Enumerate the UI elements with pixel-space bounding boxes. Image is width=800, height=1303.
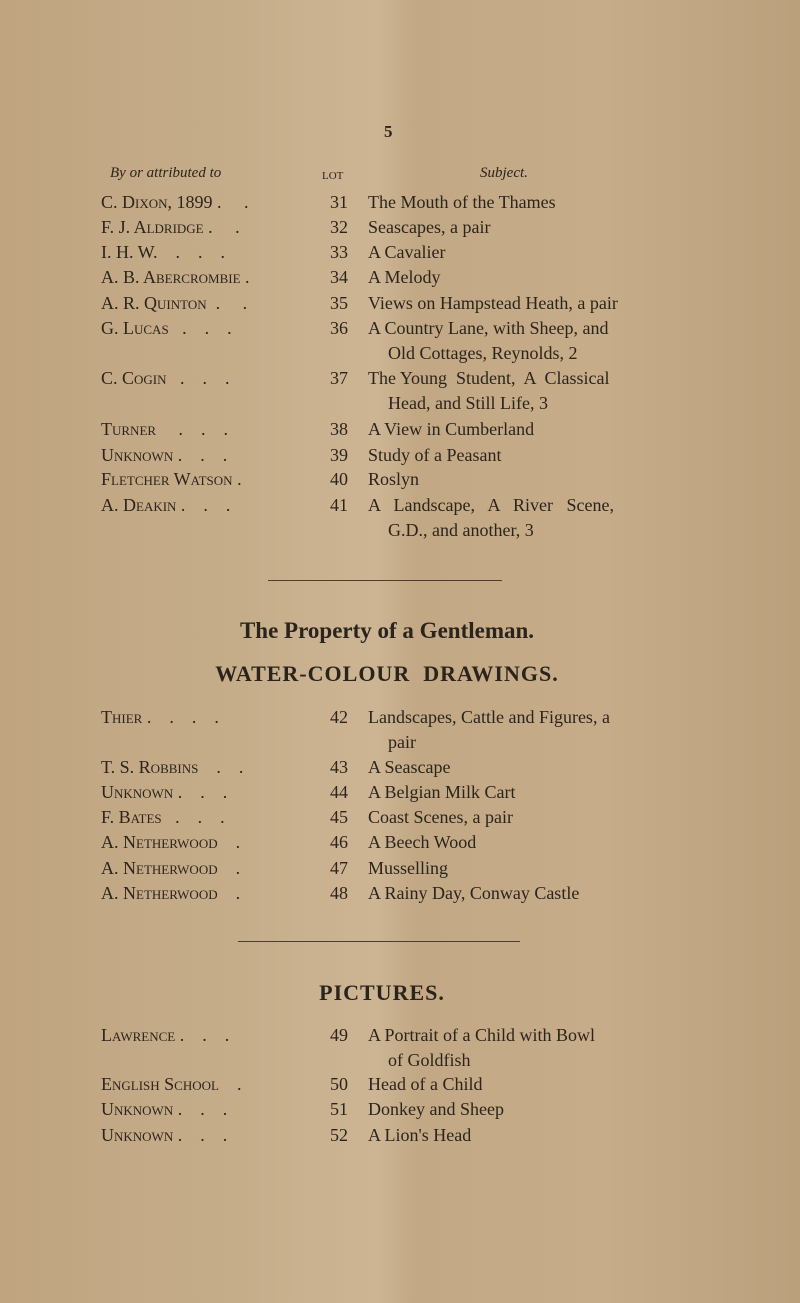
lot-subject: The Young Student, A Classical: [368, 368, 610, 388]
artist-name: A. R. Quinton . .: [101, 293, 248, 313]
lot-number: 45: [330, 807, 348, 827]
artist-name: F. Bates . . .: [101, 807, 225, 827]
lot-number: 51: [330, 1099, 348, 1119]
artist-name: A. Netherwood .: [101, 832, 241, 852]
artist-name: Unknown . . .: [101, 1099, 228, 1119]
lot-subject: The Mouth of the Thames: [368, 192, 556, 212]
lot-number: 46: [330, 832, 348, 852]
lot-subject: A Lion's Head: [368, 1125, 472, 1145]
lot-number: 36: [330, 318, 348, 338]
section-divider: [268, 580, 502, 581]
lot-subject: A Cavalier: [368, 242, 446, 262]
lot-number: 33: [330, 242, 348, 262]
artist-name: A. Netherwood .: [101, 858, 241, 878]
artist-name: C. Cogin . . .: [101, 368, 230, 388]
lot-number: 37: [330, 368, 348, 388]
artist-name: Unknown . . .: [101, 445, 228, 465]
lot-subject-continuation: of Goldfish: [388, 1050, 471, 1070]
lot-number: 34: [330, 267, 348, 287]
lot-number: 49: [330, 1025, 348, 1045]
lot-subject: A Portrait of a Child with Bowl: [368, 1025, 595, 1045]
lot-number: 35: [330, 293, 348, 313]
section-title: The Property of a Gentleman.: [239, 618, 535, 643]
lot-number: 44: [330, 782, 348, 802]
artist-name: Thier . . . .: [101, 707, 219, 727]
artist-name: G. Lucas . . .: [101, 318, 232, 338]
artist-name: Unknown . . .: [101, 782, 228, 802]
lot-number: 38: [330, 419, 348, 439]
artist-name: A. Deakin . . .: [101, 495, 231, 515]
lot-subject: A Beech Wood: [368, 832, 477, 852]
lot-number: 39: [330, 445, 348, 465]
lot-subject: A Rainy Day, Conway Castle: [368, 883, 580, 903]
lot-subject: Views on Hampstead Heath, a pair: [368, 293, 618, 313]
artist-name: F. J. Aldridge . .: [101, 217, 240, 237]
lot-subject: A Belgian Milk Cart: [368, 782, 516, 802]
lot-subject-continuation: G.D., and another, 3: [388, 520, 534, 540]
lot-subject: A Seascape: [368, 757, 451, 777]
artist-name: T. S. Robbins . .: [101, 757, 244, 777]
section-divider: [238, 941, 520, 942]
artist-name: A. Netherwood .: [101, 883, 241, 903]
artist-name: Turner . . .: [101, 419, 229, 439]
lot-number: 48: [330, 883, 348, 903]
artist-name: Unknown . . .: [101, 1125, 228, 1145]
lot-subject: Roslyn: [368, 469, 420, 489]
section-subtitle: WATER-COLOUR DRAWINGS.: [215, 661, 559, 686]
lot-number: 52: [330, 1125, 348, 1145]
lot-subject: Study of a Peasant: [368, 445, 502, 465]
artist-column-header: By or attributed to: [110, 165, 222, 181]
lot-number: 40: [330, 469, 348, 489]
lot-number: 50: [330, 1074, 348, 1094]
lot-subject: Landscapes, Cattle and Figures, a: [368, 707, 610, 727]
artist-name: C. Dixon, 1899 . .: [101, 192, 249, 212]
lot-number: 31: [330, 192, 348, 212]
lot-subject: A Landscape, A River Scene,: [368, 495, 614, 515]
lot-number: 42: [330, 707, 348, 727]
lot-subject-continuation: Head, and Still Life, 3: [388, 393, 548, 413]
lot-subject: Seascapes, a pair: [368, 217, 491, 237]
lot-column-header: LOT: [322, 170, 344, 182]
lot-subject: Coast Scenes, a pair: [368, 807, 513, 827]
artist-name: Fletcher Watson .: [101, 469, 242, 489]
lot-subject: A Melody: [368, 267, 441, 287]
lot-subject-continuation: pair: [388, 732, 416, 752]
artist-name: I. H. W. . . .: [101, 242, 226, 262]
lot-number: 32: [330, 217, 348, 237]
lot-subject: A Country Lane, with Sheep, and: [368, 318, 609, 338]
artist-name: Lawrence . . .: [101, 1025, 230, 1045]
artist-name: A. B. Abercrombie .: [101, 267, 250, 287]
lot-number: 43: [330, 757, 348, 777]
subject-column-header: Subject.: [480, 165, 528, 181]
lot-subject: Musselling: [368, 858, 449, 878]
lot-number: 47: [330, 858, 348, 878]
lot-number: 41: [330, 495, 348, 515]
section-title-pictures: PICTURES.: [319, 980, 445, 1005]
lot-subject: Head of a Child: [368, 1074, 483, 1094]
lot-subject: Donkey and Sheep: [368, 1099, 504, 1119]
lot-subject: A View in Cumberland: [368, 419, 535, 439]
artist-name: English School .: [101, 1074, 242, 1094]
page-number: 5: [384, 122, 393, 141]
lot-subject-continuation: Old Cottages, Reynolds, 2: [388, 343, 578, 363]
